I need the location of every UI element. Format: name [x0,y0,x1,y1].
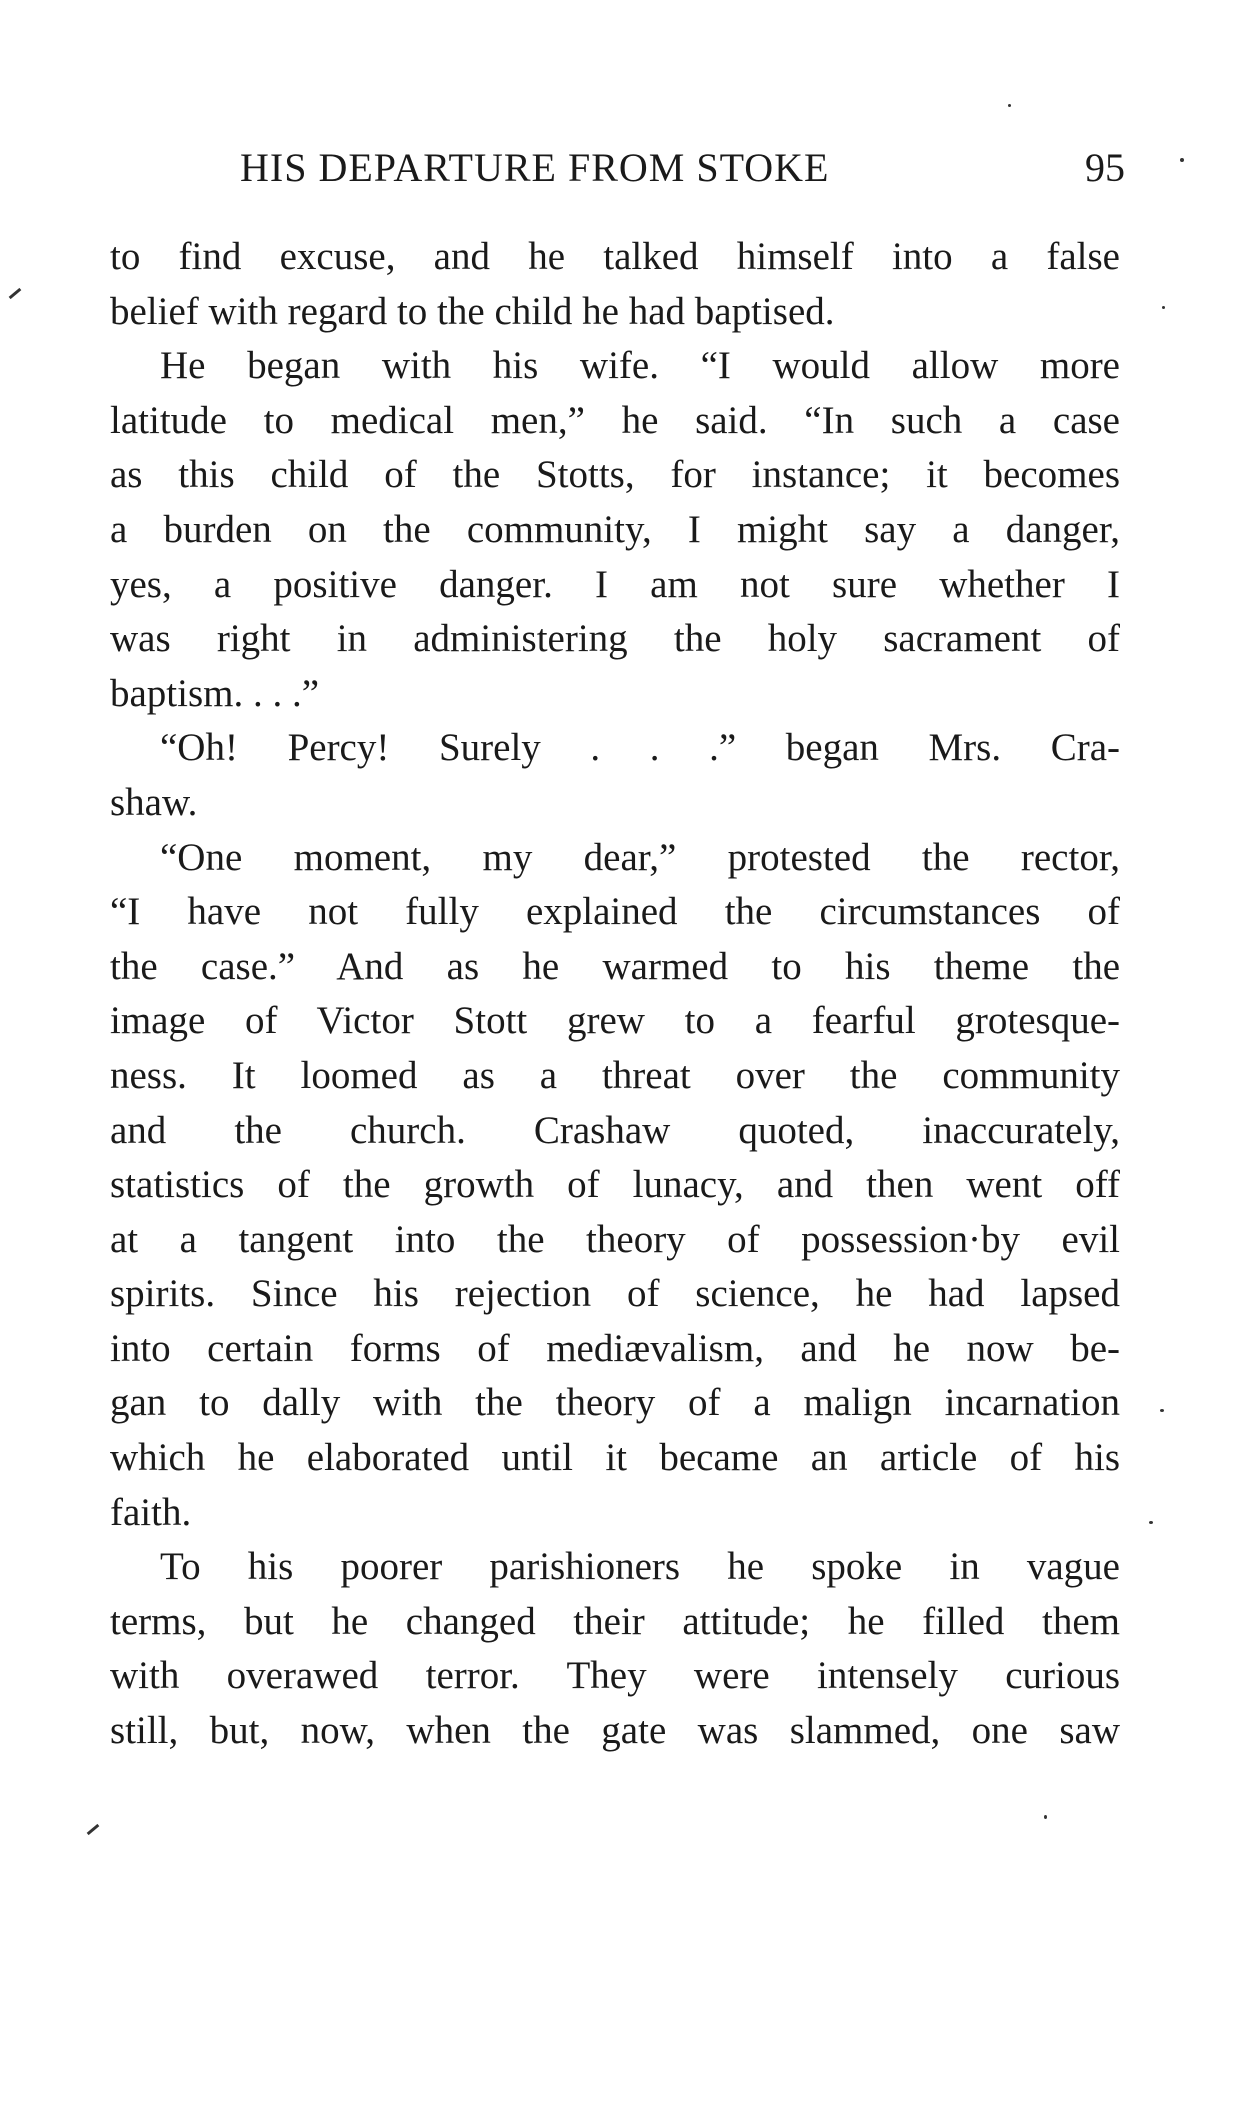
text-line: was right in administering the holy sacrament of [110,617,1120,661]
scan-speck [1149,1521,1153,1524]
text-line: “I have not fully explained the circumstances of [110,890,1120,934]
paragraph-5 [110,1540,1120,1758]
scan-speck [1160,1409,1164,1412]
paragraph-2 [110,339,1120,721]
text-line: image of Victor Stott grew to a fearful grotesque- [110,999,1120,1043]
text-line: baptism. . . .” [110,671,320,715]
text-line: terms, but he changed their attitude; he filled them [110,1599,1120,1643]
scan-speck [9,288,22,299]
scan-speck [1008,104,1011,107]
text-line: faith. [110,1490,192,1534]
scan-speck [1180,158,1184,162]
text-line: and the church. Crashaw quoted, inaccurately, [110,1108,1120,1152]
text-line: which he elaborated until it became an article of his [110,1436,1120,1480]
text-line: “One moment, my dear,” protested the rector, [160,835,1120,879]
text-line: statistics of the growth of lunacy, and then went off [110,1163,1120,1207]
text-line: still, but, now, when the gate was slammed, one saw [110,1709,1120,1753]
text-line: He began with his wife. “I would allow more [160,344,1120,388]
text-line: to find excuse, and he talked himself into a false [110,235,1120,278]
page-number: 95 [1085,145,1125,190]
text-line: into certain forms of mediævalism, and he now be- [110,1326,1120,1370]
text-line: the case.” And as he warmed to his theme the [110,944,1120,988]
text-line: with overawed terror. They were intensely curious [110,1654,1120,1698]
text-line: a burden on the community, I might say a danger, [110,507,1120,551]
text-line: gan to dally with the theory of a malign incarnation [110,1381,1120,1425]
text-line: shaw. [110,780,198,824]
text-line: at a tangent into the theory of possession·by evil [110,1217,1120,1261]
scan-speck [1162,306,1165,309]
running-title: HIS DEPARTURE FROM STOKE [240,145,830,190]
body-text [110,230,1120,1759]
text-line: as this child of the Stotts, for instance; it becomes [110,453,1120,497]
text-line: belief with regard to the child he had baptised. [110,289,835,333]
text-line: ness. It loomed as a threat over the community [110,1053,1120,1097]
paragraph-3 [110,721,1120,830]
paragraph-1 [110,230,1120,339]
text-line: “Oh! Percy! Surely . . .” began Mrs. Cra- [160,726,1120,770]
text-line: spirits. Since his rejection of science, he had lapsed [110,1272,1120,1316]
text-line: yes, a positive danger. I am not sure whether I [110,562,1120,606]
text-line: latitude to medical men,” he said. “In such a case [110,398,1120,442]
paragraph-4 [110,831,1120,1541]
scan-speck [1044,1815,1047,1819]
text-line: To his poorer parishioners he spoke in vague [160,1545,1120,1589]
scan-speck [87,1824,100,1835]
